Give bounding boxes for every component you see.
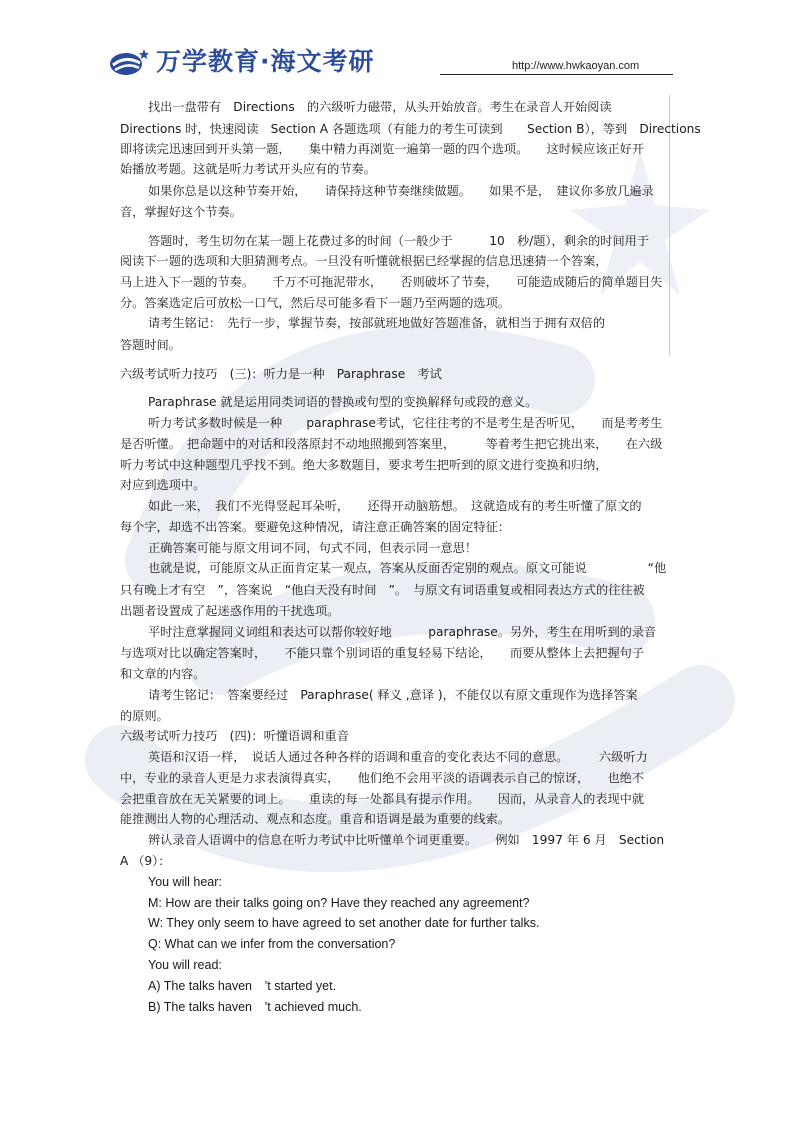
text-line: 请考生铭记： 先行一步，掌握节奏，按部就班地做好答题准备，就相当于拥有双倍的: [148, 316, 606, 330]
company-logo-icon: [108, 47, 150, 77]
text-line: 听力考试中这种题型几乎找不到。绝大多数题目，要求考生把听到的原文进行变换和归纳，: [120, 458, 608, 472]
brand-name: 万学教育·海文考研: [156, 47, 375, 76]
text-line: 能推测出人物的心理活动、观点和态度。重音和语调是最为重要的线索。: [120, 812, 510, 826]
text-line: 辨认录音人语调中的信息在听力考试中比听懂单个词更重要。 例如 1997 年 6 月 Section: [148, 833, 665, 847]
answer-option: A) The talks haven ’t started yet.: [148, 979, 337, 993]
text-line: 如果你总是以这种节奏开始， 请保持这种节奏继续做题。 如果不是， 建议你多放几遍录: [148, 184, 654, 198]
text-line: 只有晚上才有空 ”，答案说 “他白天没有时间 ”。 与原文有词语重复或相同表达方式的往往被: [120, 583, 645, 597]
section-heading: 六级考试听力技巧 (四)：听懂语调和重音: [120, 729, 349, 743]
text-line: 听力考试多数时候是一种 paraphrase考试，它往往考的不是考生是否听见， 而是考考生: [148, 416, 663, 430]
text-line: 和文章的内容。: [120, 667, 206, 681]
answer-option: B) The talks haven ’t achieved much.: [148, 1000, 362, 1014]
text-line: You will read:: [148, 958, 222, 972]
text-line: 如此一来， 我们不光得竖起耳朵听， 还得开动脑筋想。 这就造成有的考生听懂了原文的: [148, 499, 642, 513]
text-line: 英语和汉语一样， 说话人通过各种各样的语调和重音的变化表达不同的意思。 六级听力: [148, 750, 648, 764]
text-line: A （9）：: [120, 854, 171, 868]
page-header: [0, 0, 794, 80]
text-line: 出题者设置成了起迷惑作用的干扰选项。: [120, 604, 340, 618]
text-line: 也就是说，可能原文从正面肯定某一观点，答案从反面否定别的观点。原文可能说 “他: [148, 561, 667, 575]
text-line: 音，掌握好这个节奏。: [120, 205, 242, 219]
text-line: 对应到选项中。: [120, 478, 206, 492]
text-line: W: They only seem to have agreed to set another date for further talks.: [148, 916, 540, 930]
text-line: 是否听懂。 把命题中的对话和段落原封不动地照搬到答案里， 等着考生把它挑出来， 在六级: [120, 437, 663, 451]
text-line: 阅读下一题的选项和大胆猜测考点。一旦没有听懂就根据已经掌握的信息迅速猜一个答案，: [120, 254, 608, 268]
text-line: 即将读完迅速回到开头第一题， 集中精力再浏览一遍第一题的四个选项。 这时候应该正好开: [120, 142, 645, 156]
text-line: 答题时，考生切勿在某一题上花费过多的时间（一般少于 10 秒/题），剩余的时间用于: [148, 234, 650, 248]
text-line: Paraphrase 就是运用同类词语的替换或句型的变换解释句或段的意义。: [148, 395, 538, 409]
text-line: 始播放考题。这就是听力考试开头应有的节奏。: [120, 162, 376, 176]
text-line: 马上进入下一题的节奏。 千万不可拖泥带水， 否则破坏了节奏， 可能造成随后的简单题目失: [120, 275, 663, 289]
text-line: Directions 时，快速阅读 Section A 各题选项（有能力的考生可读到 Section B），等到 Directions: [120, 122, 701, 136]
header-divider: [440, 74, 673, 75]
text-line: Q: What can we infer from the conversation?: [148, 937, 396, 951]
text-line: 会把重音放在无关紧要的词上。 重读的每一处都具有提示作用。 因而，从录音人的表现中就: [120, 792, 645, 806]
section-heading: 六级考试听力技巧 (三)：听力是一种 Paraphrase 考试: [120, 367, 442, 381]
text-line: 分。答案选定后可放松一口气，然后尽可能多看下一题乃至两题的选项。: [120, 296, 510, 310]
text-line: 正确答案可能与原文用词不同，句式不同，但表示同一意思！: [148, 541, 478, 555]
text-line: 找出一盘带有 Directions 的六级听力磁带，从头开始放音。考生在录音人开始阅读: [148, 100, 612, 114]
text-line: 答题时间。: [120, 338, 181, 352]
text-line: 每个字，却选不出答案。要避免这种情况，请注意正确答案的固定特征：: [120, 520, 510, 534]
text-line: 请考生铭记： 答案要经过 Paraphrase( 释义 ,意译 )，不能仅以有原文重现作为选择答案: [148, 688, 638, 702]
website-url: http://www.hwkaoyan.com: [512, 60, 640, 72]
text-line: 的原则。: [120, 709, 169, 723]
text-line: 中，专业的录音人更是力求表演得真实， 他们绝不会用平淡的语调表示自己的惊讶， 也绝不: [120, 771, 645, 785]
text-line: 平时注意掌握同义词组和表达可以帮你较好地 paraphrase。另外，考生在用听到的录音: [148, 625, 657, 639]
text-line: You will hear:: [148, 875, 222, 889]
text-line: M: How are their talks going on? Have they reached any agreement?: [148, 896, 530, 910]
text-line: 与选项对比以确定答案时， 不能只靠个别词语的重复轻易下结论， 而要从整体上去把握句子: [120, 646, 645, 660]
